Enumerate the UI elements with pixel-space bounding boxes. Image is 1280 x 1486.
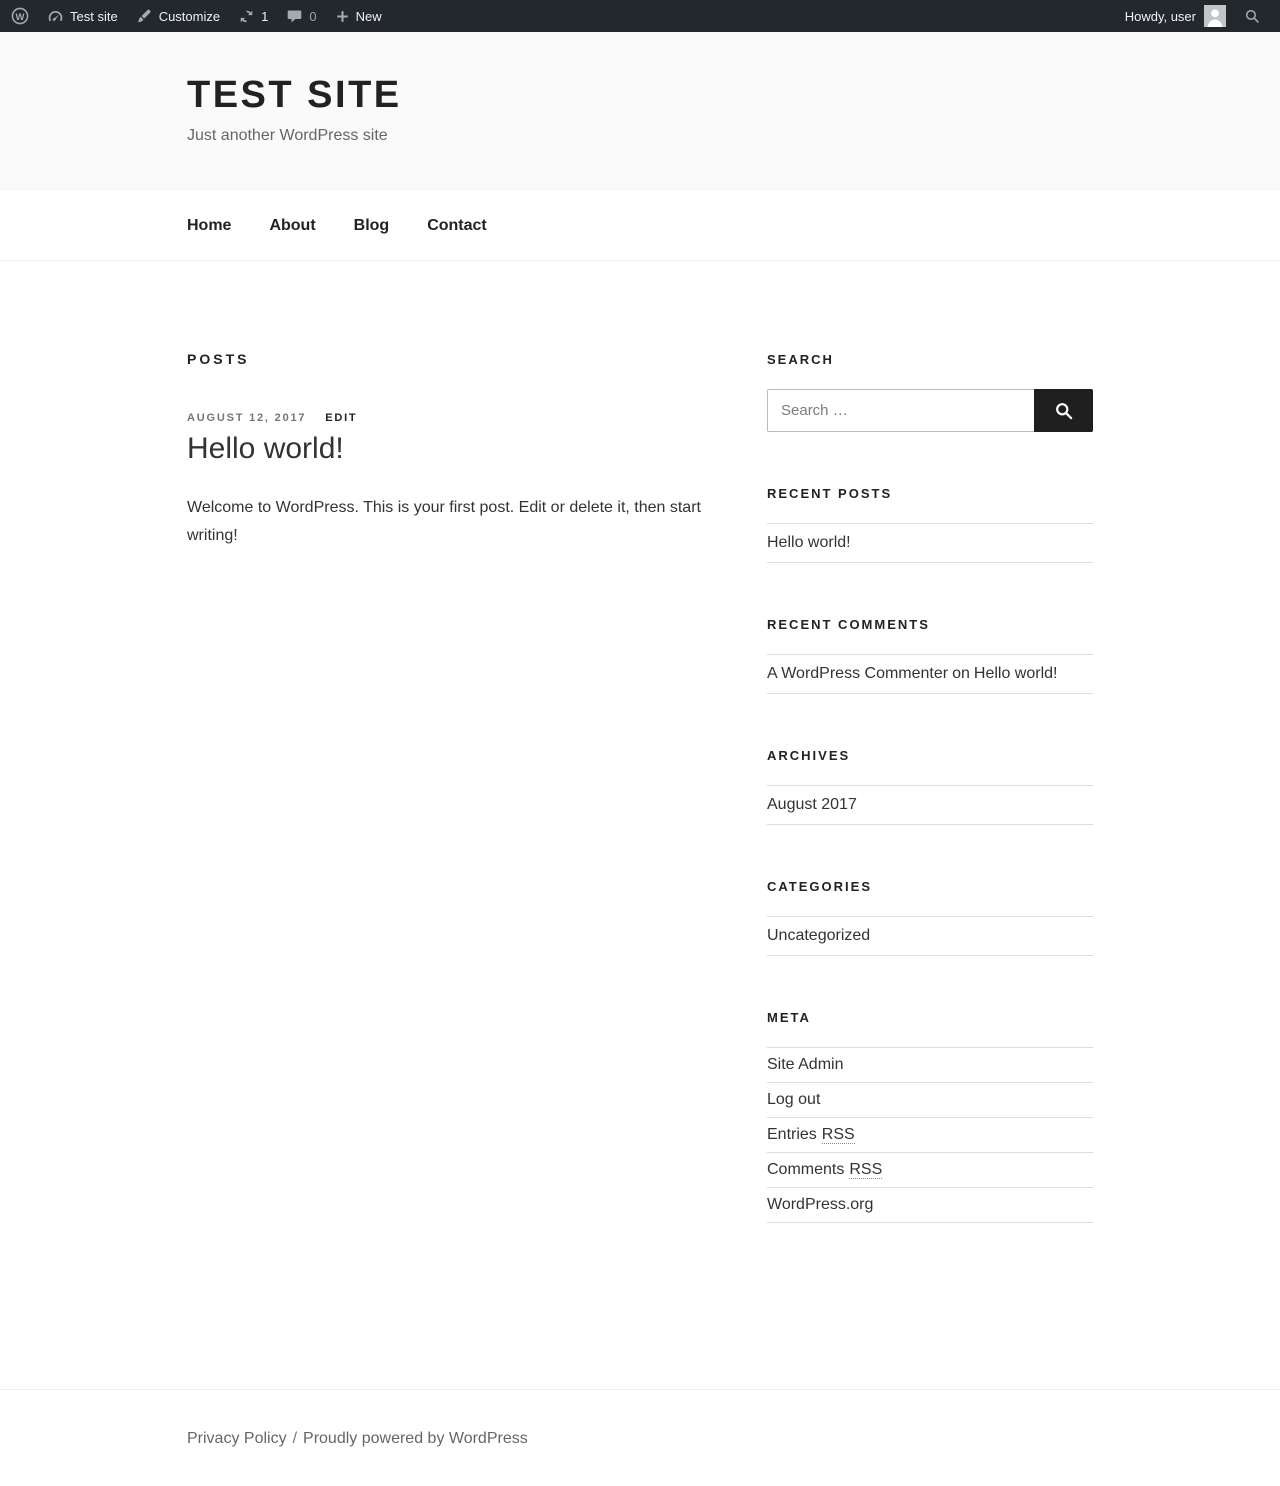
comment-count: 0 xyxy=(309,8,317,24)
comment-connector: on xyxy=(952,665,970,682)
category-link[interactable]: Uncategorized xyxy=(767,927,871,944)
howdy-label: Howdy, user xyxy=(1124,8,1196,24)
admin-search-button[interactable] xyxy=(1235,0,1270,32)
list-item xyxy=(767,917,1093,956)
list-item xyxy=(767,524,1093,563)
recent-comments-widget xyxy=(767,617,1093,694)
post-body: Welcome to WordPress. This is your first post. Edit or delete it, then start writing! xyxy=(187,499,701,544)
search-form xyxy=(767,389,1093,432)
nav-item-home[interactable]: Home xyxy=(187,217,232,234)
meta-link-label: WordPress.org xyxy=(767,1196,874,1213)
update-count: 1 xyxy=(261,8,269,24)
meta-title: META xyxy=(767,1010,811,1025)
meta-link-label: Log out xyxy=(767,1091,821,1108)
new-label: New xyxy=(355,8,382,24)
categories-title: CATEGORIES xyxy=(767,879,872,894)
entries-rss-link[interactable] xyxy=(767,1126,855,1143)
archives-widget xyxy=(767,748,1093,825)
list-item xyxy=(767,1188,1093,1223)
meta-link-label: Site Admin xyxy=(767,1056,844,1073)
list-item xyxy=(767,1048,1093,1083)
customize-menu[interactable] xyxy=(127,0,229,32)
search-widget-title: SEARCH xyxy=(767,352,834,367)
footer-separator: / xyxy=(292,1430,298,1447)
list-item xyxy=(767,1118,1093,1153)
post-article xyxy=(187,412,719,549)
post-edit-link[interactable]: EDIT xyxy=(325,412,358,424)
search-submit-button[interactable] xyxy=(1034,389,1093,432)
admin-bar xyxy=(0,0,1280,32)
recent-posts-title: RECENT POSTS xyxy=(767,486,893,501)
post-date-link[interactable]: AUGUST 12, 2017 xyxy=(187,412,307,424)
site-name-menu[interactable] xyxy=(38,0,127,32)
main-nav xyxy=(0,191,1280,261)
list-item xyxy=(767,655,1093,694)
search-widget xyxy=(767,352,1093,432)
log-out-link[interactable] xyxy=(767,1091,820,1108)
nav-item-about[interactable]: About xyxy=(269,217,316,234)
sidebar xyxy=(767,351,1093,1277)
site-title-link[interactable]: TEST SITE xyxy=(187,74,402,116)
post-title-link[interactable]: Hello world! xyxy=(187,432,344,465)
list-item xyxy=(767,786,1093,825)
archives-title: ARCHIVES xyxy=(767,748,851,763)
svg-text:W: W xyxy=(15,11,25,23)
customize-label: Customize xyxy=(158,8,221,24)
recent-post-link[interactable]: Hello world! xyxy=(767,534,851,551)
rss-abbr: RSS xyxy=(849,1161,883,1178)
site-tagline: Just another WordPress site xyxy=(187,127,388,144)
search-icon xyxy=(1244,8,1261,25)
brush-icon xyxy=(136,8,153,25)
meta-link-label: Entries xyxy=(767,1126,817,1143)
site-header xyxy=(0,32,1280,191)
comments-menu[interactable] xyxy=(277,0,325,32)
meta-link-label: Comments xyxy=(767,1161,845,1178)
site-title xyxy=(187,74,1093,117)
archive-link[interactable]: August 2017 xyxy=(767,796,857,813)
wp-logo-button[interactable] xyxy=(2,0,38,32)
recent-comments-title: RECENT COMMENTS xyxy=(767,617,930,632)
page-title: POSTS xyxy=(187,351,250,367)
avatar xyxy=(1204,5,1226,27)
list-item xyxy=(767,1083,1093,1118)
comments-rss-link[interactable] xyxy=(767,1161,882,1178)
comment-icon xyxy=(286,8,303,25)
posts-column xyxy=(187,351,719,549)
meta-widget xyxy=(767,1010,1093,1223)
recent-posts-widget xyxy=(767,486,1093,563)
wordpress-logo-icon xyxy=(11,7,29,25)
post-title xyxy=(187,432,719,466)
nav-item-blog[interactable]: Blog xyxy=(353,217,390,234)
list-item xyxy=(767,1153,1093,1188)
plus-icon xyxy=(335,9,350,24)
rss-abbr: RSS xyxy=(821,1126,855,1143)
site-name-label: Test site xyxy=(70,8,118,24)
dashboard-icon xyxy=(47,8,64,25)
my-account-menu[interactable] xyxy=(1116,0,1235,32)
content-area xyxy=(187,261,1093,1277)
entry-meta xyxy=(187,412,719,424)
admin-bar-right xyxy=(1116,0,1270,32)
update-icon xyxy=(238,8,255,25)
magnifier-icon xyxy=(1053,400,1075,422)
site-admin-link[interactable] xyxy=(767,1056,843,1073)
new-content-menu[interactable] xyxy=(326,0,391,32)
powered-by-link[interactable]: Proudly powered by WordPress xyxy=(303,1430,528,1447)
wordpress-org-link[interactable] xyxy=(767,1196,873,1213)
updates-menu[interactable] xyxy=(229,0,277,32)
nav-item-contact[interactable]: Contact xyxy=(427,217,487,234)
categories-widget xyxy=(767,879,1093,956)
comment-author-link[interactable]: A WordPress Commenter xyxy=(767,665,949,682)
admin-bar-left xyxy=(2,0,391,32)
site-footer xyxy=(0,1389,1280,1486)
comment-post-link[interactable]: Hello world! xyxy=(973,665,1058,682)
privacy-policy-link[interactable]: Privacy Policy xyxy=(187,1430,287,1447)
